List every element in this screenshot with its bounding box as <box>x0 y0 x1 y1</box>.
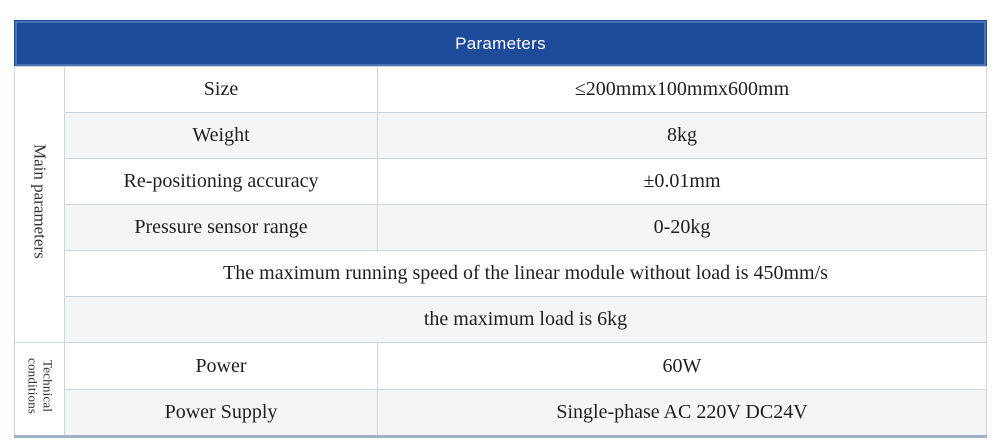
row-group-technical-conditions <box>15 343 65 437</box>
row-group-technical-conditions-label: Technical conditions <box>25 357 56 415</box>
parameters-table <box>14 20 987 438</box>
note-max-running-speed: The maximum running speed of the linear module without load is 450mm/s <box>65 251 987 297</box>
note-max-load: the maximum load is 6kg <box>65 297 987 343</box>
table-row <box>15 297 987 343</box>
table-row <box>15 205 987 251</box>
param-label-pressure-sensor-range: Pressure sensor range <box>65 205 378 251</box>
table-header-row <box>15 21 987 67</box>
row-group-main-parameters-label: Main parameters <box>30 144 50 259</box>
param-label-power: Power <box>65 343 378 390</box>
param-value-power: 60W <box>378 343 987 390</box>
param-label-weight: Weight <box>65 113 378 159</box>
table-row <box>15 67 987 113</box>
row-group-main-parameters <box>15 67 65 343</box>
param-value-repositioning-accuracy: ±0.01mm <box>378 159 987 205</box>
param-value-power-supply: Single-phase AC 220V DC24V <box>378 390 987 437</box>
param-label-size: Size <box>65 67 378 113</box>
param-label-repositioning-accuracy: Re-positioning accuracy <box>65 159 378 205</box>
table-title: Parameters <box>15 21 987 67</box>
table-row <box>15 390 987 437</box>
table-row <box>15 159 987 205</box>
table-row <box>15 113 987 159</box>
param-label-power-supply: Power Supply <box>65 390 378 437</box>
param-value-weight: 8kg <box>378 113 987 159</box>
param-value-size: ≤200mmx100mmx600mm <box>378 67 987 113</box>
table-row <box>15 343 987 390</box>
table-row <box>15 251 987 297</box>
param-value-pressure-sensor-range: 0-20kg <box>378 205 987 251</box>
